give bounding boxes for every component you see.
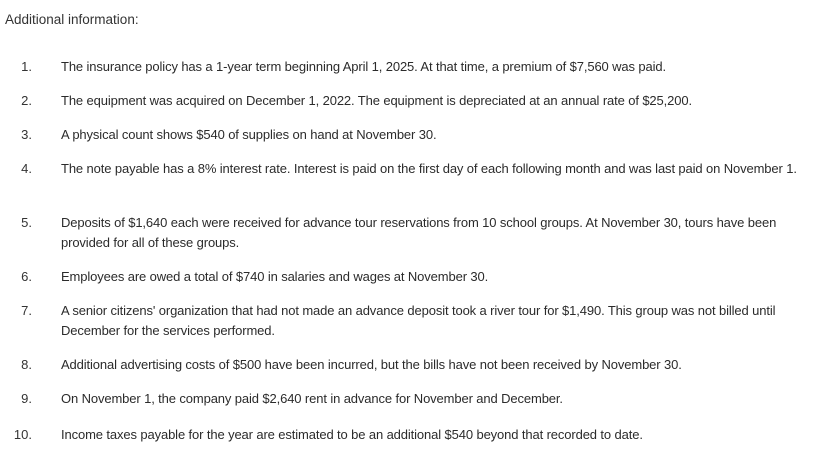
item-text: The note payable has a 8% interest rate. Interest is paid on the first day of each following month and was last paid on November 1. — [61, 161, 797, 176]
item-text: On November 1, the company paid $2,640 rent in advance for November and December. — [61, 391, 563, 406]
item-text: Employees are owed a total of $740 in salaries and wages at November 30. — [61, 269, 489, 284]
item-text: A senior citizens' organization that had not made an advance deposit took a river tour for $1,490. This group was not billed until December for the services performed. — [61, 303, 776, 338]
item-number: 1. — [21, 59, 32, 74]
item-number: 10. — [13, 427, 32, 442]
item-text: The equipment was acquired on December 1, 2022. The equipment is depreciated at an annual rate of $25,200. — [61, 93, 692, 108]
item-number: 7. — [21, 303, 32, 318]
page-heading: Additional information: — [5, 12, 139, 27]
item-text: A physical count shows $540 of supplies on hand at November 30. — [61, 127, 437, 142]
item-number: 5. — [21, 215, 32, 230]
item-number: 2. — [21, 93, 32, 108]
item-number: 3. — [21, 127, 32, 142]
item-text: Income taxes payable for the year are estimated to be an additional $540 beyond that recorded to date. — [61, 427, 643, 442]
item-number: 4. — [21, 161, 32, 176]
item-text: The insurance policy has a 1-year term beginning April 1, 2025. At that time, a premium of $7,560 was paid. — [61, 59, 667, 74]
item-text: Deposits of $1,640 each were received for advance tour reservations from 10 school groups. At November 30, tours have been provided for all of these groups. — [61, 215, 777, 250]
item-number: 8. — [21, 357, 32, 372]
item-text: Additional advertising costs of $500 have been incurred, but the bills have not been received by November 30. — [61, 357, 682, 372]
item-number: 9. — [21, 391, 32, 406]
item-number: 6. — [21, 269, 32, 284]
